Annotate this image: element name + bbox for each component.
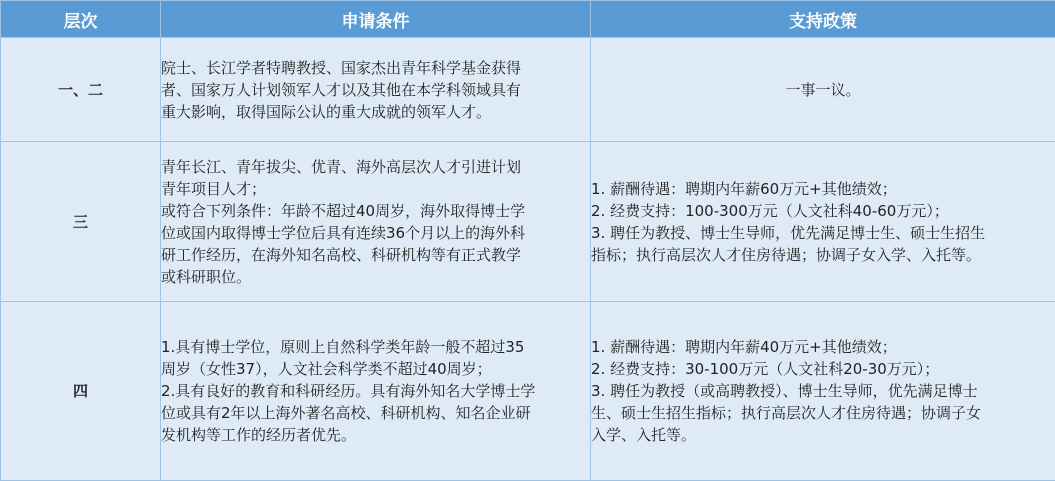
- support-line: 生、硕士生招生指标；执行高层次人才住房待遇；协调子女: [591, 404, 982, 422]
- conditions-line: 重大影响，取得国际公认的重大成就的领军人才。: [161, 102, 492, 121]
- conditions-line: 周岁（女性37），人文社会科学类不超过40周岁；: [161, 360, 492, 378]
- support-cell: [591, 302, 1055, 481]
- conditions-line: 位或国内取得博士学位后具有连续36个月以上的海外科: [161, 223, 526, 242]
- conditions-cell: [161, 142, 591, 302]
- support-cell: [591, 38, 1055, 142]
- support-line: 3. 聘任为教授、博士生导师，优先满足博士生、硕士生招生: [591, 223, 986, 242]
- conditions-line: 发机构等工作的经历者优先。: [161, 426, 357, 444]
- conditions-line: 研工作经历，在海外知名高校、科研机构等有正式教学: [161, 245, 522, 264]
- support-line: 1. 薪酬待遇：聘期内年薪60万元+其他绩效；: [591, 179, 897, 198]
- support-line: 3. 聘任为教授（或高聘教授）、博士生导师，优先满足博士: [591, 382, 978, 400]
- support-line: 1. 薪酬待遇：聘期内年薪40万元+其他绩效；: [591, 338, 897, 356]
- conditions-cell: [161, 38, 591, 142]
- header-support: 支持政策: [591, 1, 1055, 38]
- conditions-cell: [161, 302, 591, 481]
- support-line: 指标；执行高层次人才住房待遇；协调子女入学、入托等。: [591, 245, 982, 264]
- table-row: [1, 302, 1055, 481]
- header-level: 层次: [1, 1, 161, 38]
- support-line: 一事一议。: [785, 80, 861, 99]
- table-row: [1, 142, 1055, 302]
- table-header-row: [1, 1, 1055, 38]
- conditions-line: 者、国家万人计划领军人才以及其他在本学科领域具有: [161, 80, 522, 99]
- conditions-line: 或符合下列条件：年龄不超过40周岁，海外取得博士学: [161, 201, 526, 220]
- conditions-line: 1.具有博士学位，原则上自然科学类年龄一般不超过35: [161, 338, 525, 356]
- header-conditions: 申请条件: [161, 1, 591, 38]
- level-cell: 四: [1, 302, 161, 481]
- level-cell: 三: [1, 142, 161, 302]
- level-cell: 一、二: [1, 38, 161, 142]
- support-line: 2. 经费支持：100-300万元（人文社科40-60万元）；: [591, 201, 949, 220]
- table-row: [1, 38, 1055, 142]
- conditions-line: 青年项目人才；: [161, 179, 267, 198]
- support-line: 2. 经费支持：30-100万元（人文社科20-30万元）；: [591, 360, 940, 378]
- conditions-line: 2.具有良好的教育和科研经历。具有海外知名大学博士学: [161, 382, 536, 400]
- support-line: 入学、入托等。: [591, 426, 697, 444]
- conditions-line: 位或具有2年以上海外著名高校、科研机构、知名企业研: [161, 404, 531, 422]
- conditions-line: 或科研职位。: [161, 267, 252, 286]
- conditions-line: 青年长江、青年拔尖、优青、海外高层次人才引进计划: [161, 157, 522, 176]
- conditions-line: 院士、长江学者特聘教授、国家杰出青年科学基金获得: [161, 58, 522, 77]
- support-cell: [591, 142, 1055, 302]
